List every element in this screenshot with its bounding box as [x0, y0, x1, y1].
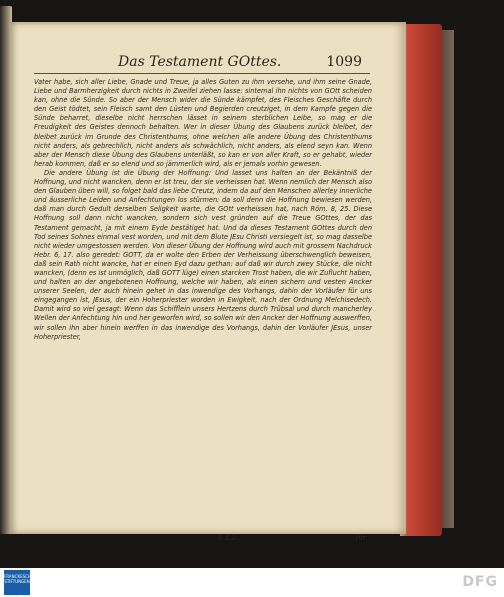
paragraph-1: Vater habe, sich aller Liebe, Gnade und Treue, ja alles Guten zu ihm versehe, und ihm seine Gnade, Liebe und Barmherzigkeit durch nichts in Zweifel ziehen lasse: sintemal ihn nichts von GOtt scheiden kan, ohne die Sünde. So aber der Mensch wider die Sünde kämpfet, des Fleisches Geschäfte durch den Geist tödtet, sein Fleisch samt den Lüsten und Begierden creutziget, in dem Kampfe gegen die Sünde beharret, dieselbe nicht herrschen lässet in seinem sterblichen Leibe, so mag er die Freudigkeit des Geistes dennoch behalten. Wer in dieser Übung des Glaubens zurück bleibet, der bleibet zurück im Grunde des Christenthums, ohne welchen alle andere Übung des Christenthums nicht anders, als gebrechlich, nicht anders als schwächlich, nicht anders, als elend seyn kan. Wenn aber der Mensch diese Übung des Glaubens unterläßt, so kan er von aller Kraft, so er gehabt, wieder herab kommen, daß er so elend und so jämmerlich wird, als er jemals vorhin gewesen.: [34, 78, 372, 168]
left-logo-text: FRANCKESCHE STIFTUNGEN: [4, 574, 34, 584]
body-text: [34, 78, 372, 342]
footer-bar: [0, 568, 504, 597]
red-book-cover: [400, 24, 442, 536]
franckesche-stiftungen-logo[interactable]: [4, 570, 34, 595]
page-header: [10, 52, 406, 78]
book-page: [10, 22, 406, 542]
paragraph-2: Die andere Übung ist die Übung der Hoffnung: Und lasset uns halten an der Bekäntniß der Hoffnung, und nicht wancken, denn er ist treu, der sie verheissen hat. Wenn nemlich der Mensch also den Glauben üben will, so folget bald das liebe Creutz, indem da auf den Menschen allerley innerliche und äusserliche Leiden und Anfechtungen los stürmen: da soll denn die Hoffnung bewiesen werden, daß man durch Gedult derselben Seligkeit warte, die GOtt verheissen hat, nach Röm. 8, 25. Diese Hoffnung soll dann nicht wancken, sondern sich vest gründen auf die Treue GOttes, der das Testament gemacht, ja mit einem Eyde bestätiget hat. Und da dieses Testament GOttes durch den Tod seines Sohnes einmal vest worden, und mit dem Blute JEsu Christi versiegelt ist, so mag dasselbe nicht wieder umgestossen werden. Von dieser Übung der Hoffnung wird auch mit grossem Nachdruck Hebr. 6, 17. also geredet: GOTT, da er wolte den Erben der Verheissung überschwenglich beweisen, daß sein Rath nicht wancke, hat er einen Eyd dazu gethan: auf daß wir durch zwey Stücke, die nicht wancken, (denn es ist unmöglich, daß GOTT lüge) einen starcken Trost haben, die wir Zuflucht haben, und halten an der angebotenen Hoffnung, welche wir haben, als einen sichern und vesten Ancker unserer Seelen, der auch hinein gehet in das inwendige des Vorhangs, dahin der Vorläufer für uns eingegangen ist, JEsus, der ein Hoherpriester worden in Ewigkeit, nach der Ordnung Melchisedech. Damit wird so viel gesagt: Wenn das Schifflein unsers Hertzens durch Trübsal und durch mancherley Wellen der Anfechtung hin und her geworfen wird, so sollen wir den Ancker der Hoffnung auswerffen, wir sollen ihn aber hinein werffen in das inwendige des Vorhangs, dahin der Vorläufer JEsus, unser Hoherpriester,: [34, 168, 372, 341]
running-title: Das Testament GOttes.: [118, 54, 282, 70]
dfg-logo[interactable]: DFG: [462, 574, 498, 590]
header-rule: [34, 73, 370, 74]
page-number: 1099: [326, 54, 362, 70]
catchword: für: [355, 534, 366, 542]
signature-mark: 6 3 2: [218, 534, 236, 542]
page-footer-line: [10, 534, 406, 546]
